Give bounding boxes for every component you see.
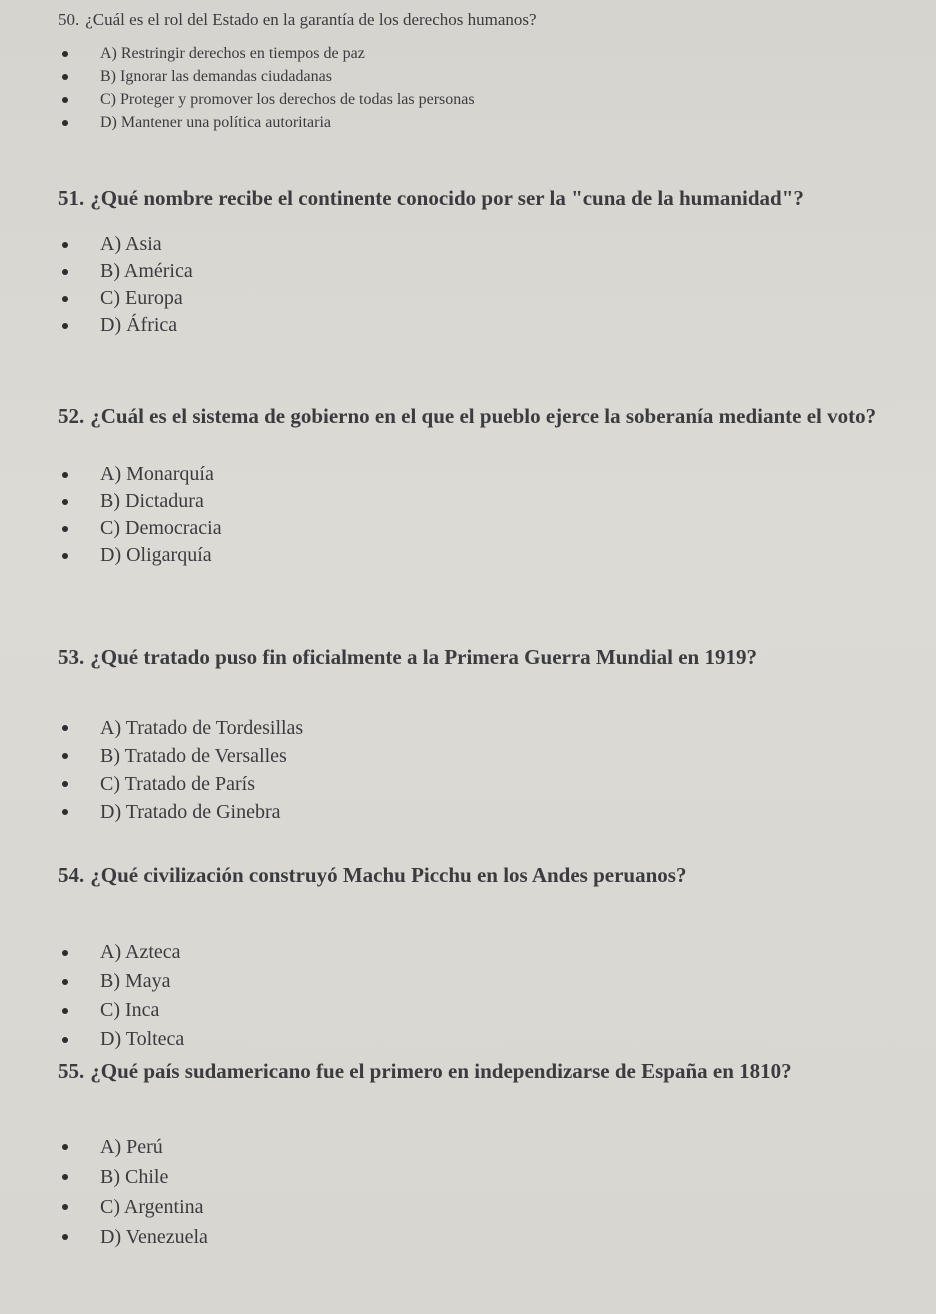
option-label: D) Venezuela [100, 1226, 208, 1248]
question-prompt: ¿Qué nombre recibe el continente conocido por ser la "cuna de la humanidad"? [90, 186, 804, 210]
question-50 [58, 10, 912, 134]
option-label: B) Maya [100, 970, 171, 992]
option-c [58, 515, 912, 542]
bullet-icon [62, 296, 68, 302]
option-label: B) Dictadura [100, 490, 204, 512]
question-text [58, 403, 912, 429]
option-c [58, 1192, 912, 1222]
question-prompt: ¿Cuál es el sistema de gobierno en el que el pueblo ejerce la soberanía mediante el voto? [90, 404, 877, 428]
option-d [58, 798, 912, 826]
option-d [58, 542, 912, 569]
option-a [58, 231, 912, 258]
option-list [58, 42, 912, 134]
bullet-icon [62, 979, 68, 985]
question-prompt: ¿Qué civilización construyó Machu Picchu en los Andes peruanos? [90, 863, 687, 887]
question-text [58, 1058, 912, 1084]
option-label: D) Oligarquía [100, 544, 212, 566]
question-prompt: ¿Cuál es el rol del Estado en la garantía de los derechos humanos? [85, 10, 537, 29]
bullet-icon [62, 753, 68, 759]
question-53 [58, 644, 912, 826]
option-c [58, 285, 912, 312]
bullet-icon [62, 1234, 68, 1240]
question-number: 51. [58, 186, 85, 210]
bullet-icon [62, 950, 68, 956]
option-label: C) Democracia [100, 517, 222, 539]
option-label: A) Asia [100, 233, 162, 255]
bullet-icon [62, 499, 68, 505]
bullet-icon [62, 809, 68, 815]
option-d [58, 1025, 912, 1054]
option-b [58, 488, 912, 515]
option-label: A) Restringir derechos en tiempos de paz [100, 45, 365, 62]
option-c [58, 770, 912, 798]
question-number: 50. [58, 10, 80, 29]
bullet-icon [62, 97, 68, 103]
option-label: A) Azteca [100, 941, 181, 963]
option-label: C) Tratado de París [100, 773, 255, 795]
option-b [58, 742, 912, 770]
option-label: C) Proteger y promover los derechos de todas las personas [100, 91, 475, 108]
option-label: B) Ignorar las demandas ciudadanas [100, 68, 332, 85]
bullet-icon [62, 781, 68, 787]
question-number: 55. [58, 1059, 85, 1083]
bullet-icon [62, 323, 68, 329]
bullet-icon [62, 1174, 68, 1180]
option-list [58, 714, 912, 826]
option-label: A) Monarquía [100, 463, 214, 485]
option-b [58, 65, 912, 88]
bullet-icon [62, 242, 68, 248]
bullet-icon [62, 725, 68, 731]
bullet-icon [62, 74, 68, 80]
option-label: B) Chile [100, 1166, 169, 1188]
option-b [58, 967, 912, 996]
option-list [58, 938, 912, 1054]
option-c [58, 88, 912, 111]
question-54 [58, 862, 912, 1054]
bullet-icon [62, 1144, 68, 1150]
bullet-icon [62, 472, 68, 478]
option-list [58, 1132, 912, 1252]
question-55 [58, 1058, 912, 1252]
question-prompt: ¿Qué tratado puso fin oficialmente a la Primera Guerra Mundial en 1919? [90, 645, 757, 669]
option-label: D) Mantener una política autoritaria [100, 114, 332, 131]
option-c [58, 996, 912, 1025]
option-a [58, 938, 912, 967]
question-text [58, 185, 912, 211]
option-label: C) Argentina [100, 1196, 204, 1218]
option-label: A) Tratado de Tordesillas [100, 717, 304, 739]
option-label: C) Europa [100, 287, 183, 309]
bullet-icon [62, 553, 68, 559]
question-prompt: ¿Qué país sudamericano fue el primero en independizarse de España en 1810? [90, 1059, 792, 1083]
question-number: 54. [58, 863, 85, 887]
option-d [58, 111, 912, 134]
question-51 [58, 185, 912, 339]
bullet-icon [62, 269, 68, 275]
option-label: D) Tolteca [100, 1028, 185, 1050]
bullet-icon [62, 526, 68, 532]
option-list [58, 231, 912, 339]
question-text [58, 862, 912, 888]
question-number: 53. [58, 645, 85, 669]
question-52 [58, 403, 912, 569]
option-label: D) Tratado de Ginebra [100, 801, 281, 823]
question-number: 52. [58, 404, 85, 428]
option-a [58, 42, 912, 65]
option-label: D) África [100, 314, 178, 336]
option-label: C) Inca [100, 999, 160, 1021]
question-text [58, 10, 912, 30]
option-a [58, 1132, 912, 1162]
bullet-icon [62, 120, 68, 126]
option-a [58, 461, 912, 488]
bullet-icon [62, 1037, 68, 1043]
bullet-icon [62, 51, 68, 57]
option-a [58, 714, 912, 742]
option-label: B) América [100, 260, 193, 282]
option-d [58, 1222, 912, 1252]
bullet-icon [62, 1008, 68, 1014]
question-text [58, 644, 912, 670]
option-b [58, 258, 912, 285]
option-list [58, 461, 912, 569]
option-label: A) Perú [100, 1136, 163, 1158]
option-b [58, 1162, 912, 1192]
bullet-icon [62, 1204, 68, 1210]
option-d [58, 312, 912, 339]
option-label: B) Tratado de Versalles [100, 745, 287, 767]
